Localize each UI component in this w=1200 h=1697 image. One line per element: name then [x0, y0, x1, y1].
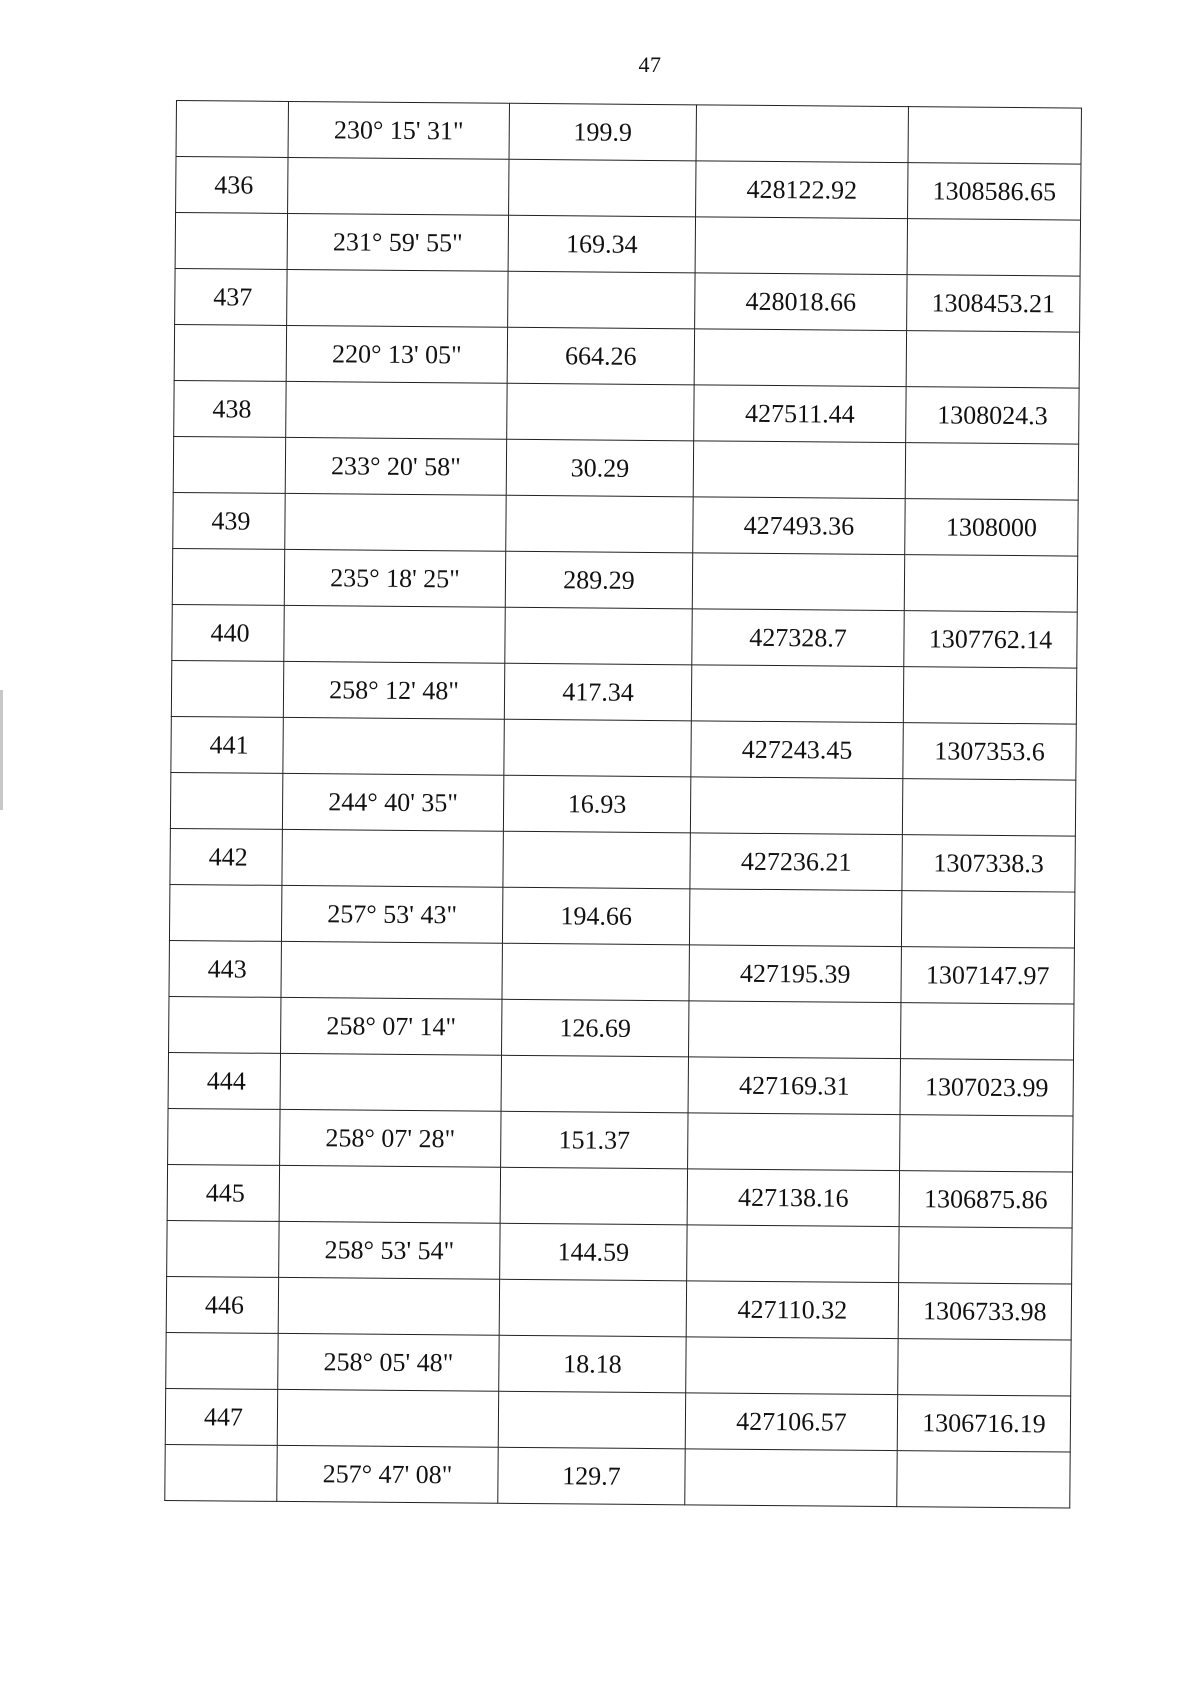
- easting-cell: [902, 779, 1075, 836]
- northing-cell: 427106.57: [685, 1393, 897, 1451]
- point-number-cell: 437: [175, 268, 287, 325]
- northing-cell: [686, 1337, 898, 1395]
- easting-cell: 1308024.3: [906, 387, 1079, 444]
- bearing-cell: 258° 07' 28": [280, 1109, 501, 1167]
- bearing-cell: 257° 53' 43": [281, 885, 502, 943]
- northing-cell: 427195.39: [689, 945, 901, 1003]
- point-number-cell: [173, 436, 285, 493]
- easting-cell: 1307762.14: [904, 611, 1077, 668]
- table-row: [166, 1332, 1071, 1396]
- easting-cell: [905, 443, 1078, 500]
- table-row: [175, 268, 1080, 332]
- distance-cell: [508, 271, 695, 329]
- bearing-cell: [281, 941, 502, 999]
- bearing-cell: [286, 381, 507, 439]
- table-row: [165, 1388, 1070, 1452]
- point-number-cell: 441: [171, 716, 283, 773]
- page-number: 47: [638, 52, 662, 77]
- distance-cell: 16.93: [503, 775, 690, 833]
- point-number-cell: [170, 772, 282, 829]
- point-number-cell: [172, 548, 284, 605]
- easting-cell: 1308000: [905, 499, 1078, 556]
- bearing-cell: [277, 1389, 498, 1447]
- table-row: [174, 324, 1079, 388]
- point-number-cell: 436: [176, 157, 288, 214]
- easting-cell: [904, 555, 1077, 612]
- table-row: [176, 157, 1081, 221]
- distance-cell: [503, 831, 690, 889]
- easting-cell: [908, 107, 1081, 164]
- distance-cell: [498, 1391, 685, 1449]
- distance-cell: 129.7: [498, 1447, 685, 1505]
- bearing-cell: [280, 1053, 501, 1111]
- table-row: [169, 940, 1074, 1004]
- distance-cell: 289.29: [505, 551, 692, 609]
- easting-cell: [898, 1339, 1071, 1396]
- point-number-cell: 445: [167, 1164, 279, 1221]
- easting-cell: [903, 667, 1076, 724]
- northing-cell: [695, 217, 907, 275]
- table-row: [166, 1276, 1071, 1340]
- northing-cell: [692, 553, 904, 611]
- table-row: [167, 1164, 1072, 1228]
- point-number-cell: 447: [165, 1388, 277, 1445]
- table-row: [169, 996, 1074, 1060]
- bearing-cell: [278, 1277, 499, 1335]
- northing-cell: 427328.7: [692, 609, 904, 667]
- point-number-cell: [174, 324, 286, 381]
- survey-coordinates-table: [164, 100, 1082, 1509]
- table-row: [172, 604, 1077, 668]
- point-number-cell: [166, 1332, 278, 1389]
- northing-cell: 427243.45: [691, 721, 903, 779]
- table-body: [165, 101, 1082, 1509]
- northing-cell: 428018.66: [695, 273, 907, 331]
- point-number-cell: [176, 101, 288, 158]
- easting-cell: 1308453.21: [907, 275, 1080, 332]
- easting-cell: 1307023.99: [900, 1059, 1073, 1116]
- bearing-cell: 258° 07' 14": [281, 997, 502, 1055]
- table-row: [167, 1220, 1072, 1284]
- point-number-cell: [169, 884, 281, 941]
- northing-cell: 427169.31: [688, 1057, 900, 1115]
- northing-cell: [691, 665, 903, 723]
- distance-cell: 18.18: [499, 1335, 686, 1393]
- northing-cell: 427236.21: [690, 833, 902, 891]
- distance-cell: 199.9: [509, 103, 696, 161]
- distance-cell: [509, 159, 696, 217]
- distance-cell: [506, 495, 693, 553]
- point-number-cell: 439: [173, 492, 285, 549]
- distance-cell: [504, 719, 691, 777]
- bearing-cell: [283, 717, 504, 775]
- easting-cell: [899, 1227, 1072, 1284]
- table-row: [171, 716, 1076, 780]
- bearing-cell: 258° 05' 48": [278, 1333, 499, 1391]
- point-number-cell: 443: [169, 940, 281, 997]
- easting-cell: [901, 891, 1074, 948]
- distance-cell: [505, 607, 692, 665]
- easting-cell: 1307353.6: [903, 723, 1076, 780]
- northing-cell: 427511.44: [694, 385, 906, 443]
- table-row: [169, 884, 1074, 948]
- table-row: [173, 436, 1078, 500]
- table-row: [170, 828, 1075, 892]
- easting-cell: 1306716.19: [897, 1395, 1070, 1452]
- distance-cell: 417.34: [504, 663, 691, 721]
- table-row: [175, 213, 1080, 277]
- northing-cell: 428122.92: [696, 161, 908, 219]
- point-number-cell: [165, 1444, 277, 1501]
- northing-cell: 427493.36: [693, 497, 905, 555]
- point-number-cell: [167, 1220, 279, 1277]
- distance-cell: 126.69: [502, 999, 689, 1057]
- point-number-cell: 446: [166, 1276, 278, 1333]
- bearing-cell: [284, 605, 505, 663]
- northing-cell: [687, 1225, 899, 1283]
- distance-cell: 144.59: [500, 1223, 687, 1281]
- easting-cell: [897, 1451, 1070, 1508]
- northing-cell: [688, 1113, 900, 1171]
- northing-cell: [693, 441, 905, 499]
- easting-cell: 1307147.97: [901, 947, 1074, 1004]
- table-row: [174, 380, 1079, 444]
- bearing-cell: [282, 829, 503, 887]
- bearing-cell: 258° 12' 48": [283, 661, 504, 719]
- bearing-cell: [279, 1165, 500, 1223]
- distance-cell: [499, 1279, 686, 1337]
- bearing-cell: 230° 15' 31": [288, 101, 509, 159]
- table-row: [165, 1444, 1070, 1508]
- point-number-cell: [171, 660, 283, 717]
- distance-cell: 194.66: [502, 887, 689, 945]
- distance-cell: 664.26: [507, 327, 694, 385]
- distance-cell: 169.34: [508, 215, 695, 273]
- northing-cell: [696, 105, 908, 163]
- easting-cell: 1306875.86: [899, 1171, 1072, 1228]
- point-number-cell: [169, 996, 281, 1053]
- northing-cell: [689, 1001, 901, 1059]
- easting-cell: 1308586.65: [908, 163, 1081, 220]
- bearing-cell: 231° 59' 55": [287, 213, 508, 271]
- easting-cell: [900, 1115, 1073, 1172]
- northing-cell: 427138.16: [687, 1169, 899, 1227]
- northing-cell: 427110.32: [686, 1281, 898, 1339]
- table-row: [170, 772, 1075, 836]
- northing-cell: [685, 1449, 897, 1507]
- table-row: [173, 492, 1078, 556]
- point-number-cell: [168, 1108, 280, 1165]
- northing-cell: [694, 329, 906, 387]
- point-number-cell: [175, 213, 287, 270]
- bearing-cell: [287, 269, 508, 327]
- easting-cell: 1307338.3: [902, 835, 1075, 892]
- table-row: [172, 548, 1077, 612]
- distance-cell: [501, 1055, 688, 1113]
- northing-cell: [690, 777, 902, 835]
- distance-cell: [502, 943, 689, 1001]
- distance-cell: [507, 383, 694, 441]
- bearing-cell: [288, 157, 509, 215]
- table-row: [168, 1108, 1073, 1172]
- easting-cell: 1306733.98: [898, 1283, 1071, 1340]
- point-number-cell: 438: [174, 380, 286, 437]
- table-row: [171, 660, 1076, 724]
- bearing-cell: [285, 493, 506, 551]
- scan-margin-mark: [0, 690, 3, 810]
- point-number-cell: 444: [168, 1052, 280, 1109]
- bearing-cell: 244° 40' 35": [282, 773, 503, 831]
- table-row: [168, 1052, 1073, 1116]
- northing-cell: [689, 889, 901, 947]
- distance-cell: 30.29: [506, 439, 693, 497]
- bearing-cell: 220° 13' 05": [286, 325, 507, 383]
- point-number-cell: 442: [170, 828, 282, 885]
- point-number-cell: 440: [172, 604, 284, 661]
- table-row: [176, 101, 1081, 165]
- bearing-cell: 233° 20' 58": [285, 437, 506, 495]
- easting-cell: [900, 1003, 1073, 1060]
- easting-cell: [906, 331, 1079, 388]
- bearing-cell: 235° 18' 25": [284, 549, 505, 607]
- bearing-cell: 258° 53' 54": [279, 1221, 500, 1279]
- easting-cell: [907, 219, 1080, 276]
- distance-cell: [500, 1167, 687, 1225]
- distance-cell: 151.37: [501, 1111, 688, 1169]
- bearing-cell: 257° 47' 08": [277, 1445, 498, 1503]
